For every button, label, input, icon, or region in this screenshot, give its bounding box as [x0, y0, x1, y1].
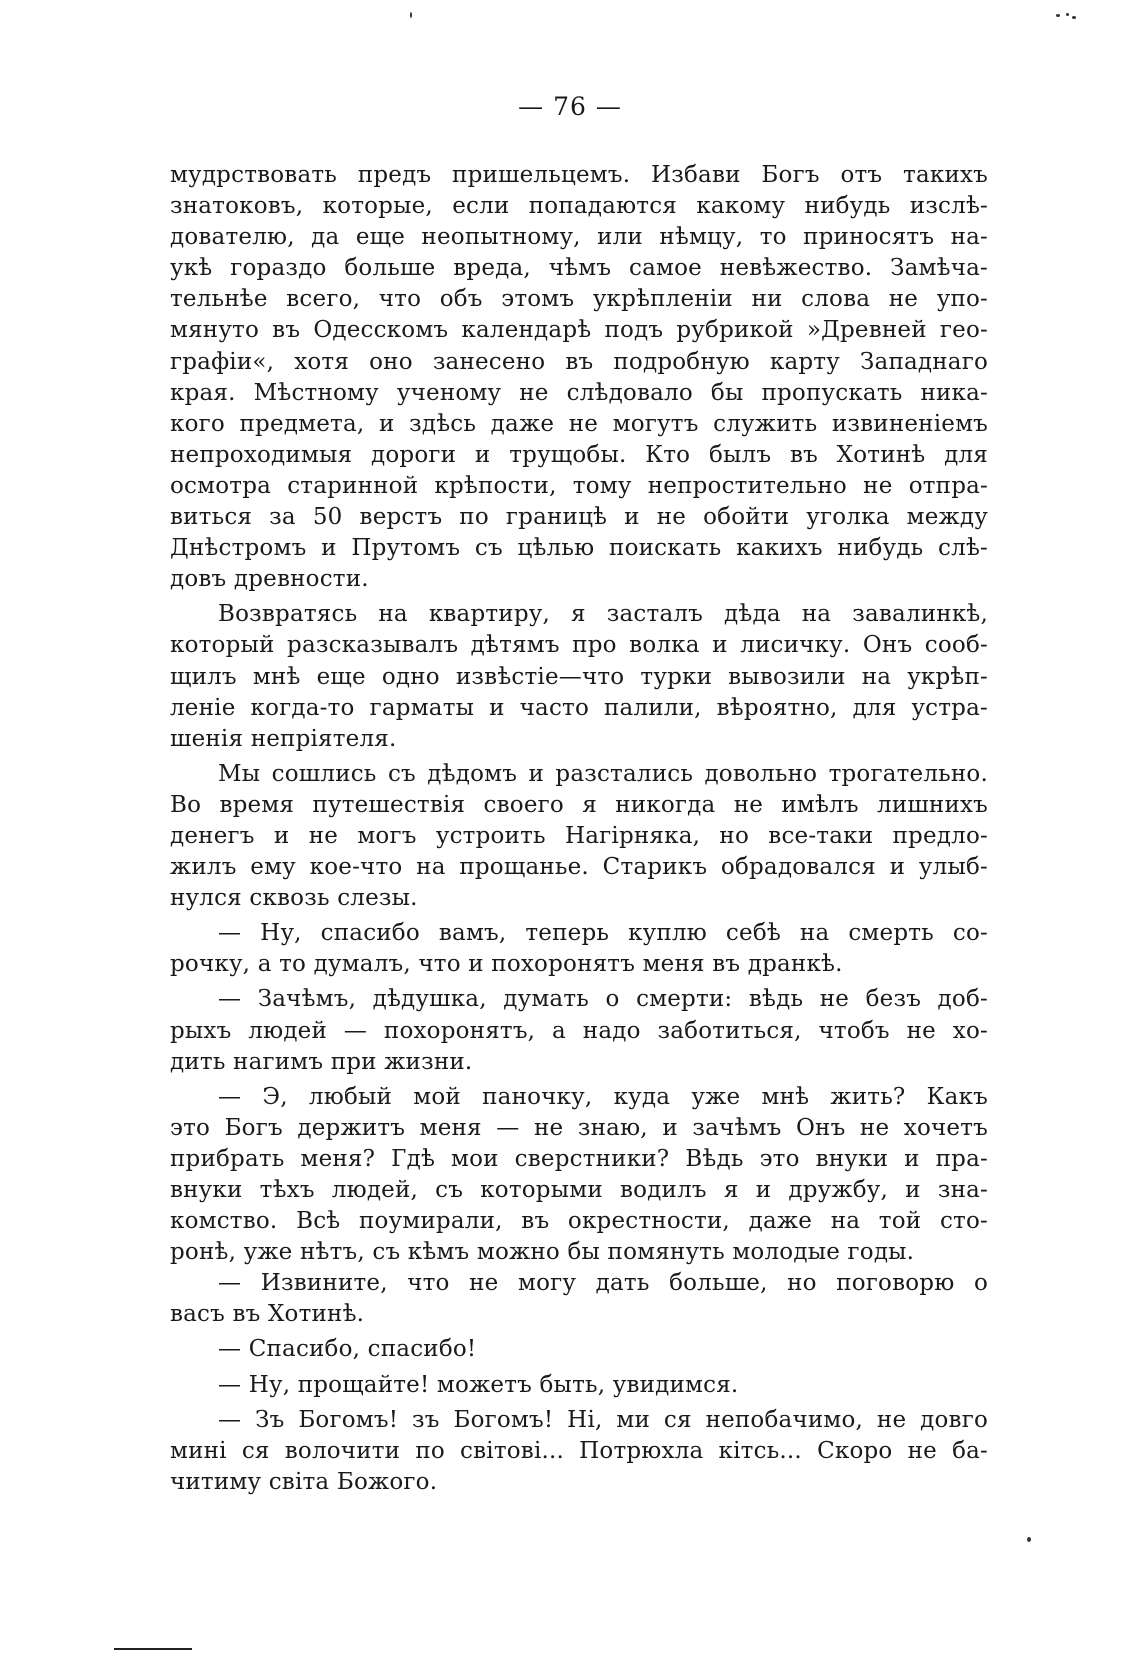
text-line: щилъ мнѣ еще одно извѣстіе—что турки вывозили на укрѣп-: [170, 663, 988, 690]
text-line: прибрать меня? Гдѣ мои сверстники? Вѣдь это внуки и пра-: [170, 1145, 988, 1172]
text-line: тельнѣе всего, что объ этомъ укрѣпленіи ни слова не упо-: [170, 286, 988, 313]
text-line: жилъ ему кое-что на прощанье. Старикъ обрадовался и улыб-: [170, 854, 988, 881]
text-line: непроходимыя дороги и трущобы. Кто былъ въ Хотинѣ для: [170, 441, 988, 468]
text-line: — Э, любый мой паночку, куда уже мнѣ жить? Какъ: [218, 1083, 988, 1110]
text-line: — Ну, спасибо вамъ, теперь куплю себѣ на смерть со-: [218, 920, 988, 947]
footer-rule: [114, 1648, 192, 1650]
body-text: [170, 160, 988, 1498]
text-line: это Богъ держитъ меня — не знаю, и зачѣмъ Онъ не хочетъ: [170, 1114, 988, 1141]
text-line: читиму світа Божого.: [170, 1468, 438, 1495]
text-line: — Извините, что не могу дать больше, но поговорю о: [218, 1270, 988, 1297]
ink-speck: [1066, 13, 1069, 16]
ink-speck: [1027, 1537, 1031, 1542]
ink-speck: [1072, 16, 1076, 19]
text-line: комство. Всѣ поумирали, въ окрестности, даже на той сто-: [170, 1208, 988, 1235]
text-line: — Зъ Богомъ! зъ Богомъ! Ні, ми ся непобачимо, не довго: [218, 1406, 988, 1433]
text-line: довъ древности.: [170, 566, 369, 593]
text-line: мянуто въ Одесскомъ календарѣ подъ рубрикой »Древней гео-: [170, 317, 988, 344]
text-line: шенія непріятеля.: [170, 725, 397, 752]
text-line: виться за 50 верстъ по границѣ и не обойти уголка между: [170, 504, 988, 531]
text-line: графіи«, хотя оно занесено въ подробную карту Западнаго: [170, 348, 988, 375]
ink-speck: [410, 12, 412, 18]
text-line: рочку, а то думалъ, что и похоронятъ меня въ дранкѣ.: [170, 951, 843, 978]
text-line: который разсказывалъ дѣтямъ про волка и лисичку. Онъ сооб-: [170, 632, 988, 659]
text-line: Возвратясь на квартиру, я засталъ дѣда на завалинкѣ,: [218, 601, 988, 628]
text-line: кого предмета, и здѣсь даже не могутъ служить извиненіемъ: [170, 410, 988, 437]
text-line: внуки тѣхъ людей, съ которыми водилъ я и дружбу, и зна-: [170, 1177, 988, 1203]
text-line: ронѣ, уже нѣтъ, съ кѣмъ можно бы помянуть молодые годы.: [170, 1239, 915, 1266]
page-number: — 76 —: [518, 92, 622, 121]
text-line: мудрствовать предъ пришельцемъ. Избави Богъ отъ такихъ: [170, 162, 988, 188]
text-line: знатоковъ, которые, если попадаются какому нибудь изслѣ-: [170, 193, 988, 220]
text-line: нулся сквозь слезы.: [170, 885, 418, 912]
text-line: дить нагимъ при жизни.: [170, 1048, 473, 1075]
ink-speck: [1056, 14, 1060, 17]
text-line: укѣ гораздо больше вреда, чѣмъ самое невѣжество. Замѣча-: [170, 255, 988, 282]
text-line: васъ въ Хотинѣ.: [170, 1301, 365, 1328]
text-line: рыхъ людей — похоронятъ, а надо заботиться, чтобъ не хо-: [170, 1017, 988, 1044]
text-line: Во время путешествія своего я никогда не имѣлъ лишнихъ: [170, 791, 988, 818]
text-line: денегъ и не могъ устроить Нагірняка, но все-таки предло-: [170, 822, 988, 849]
text-line: — Зачѣмъ, дѣдушка, думать о смерти: вѣдь не безъ доб-: [218, 986, 988, 1013]
text-line: Мы сошлись съ дѣдомъ и разстались довольно трогательно.: [218, 760, 988, 787]
text-line: леніе когда-то гарматы и часто палили, вѣроятно, для устра-: [170, 694, 988, 721]
text-line: мині ся волочити по світові... Потрюхла кітсь... Скоро не ба-: [170, 1437, 988, 1464]
text-line: Днѣстромъ и Прутомъ съ цѣлью поискать какихъ нибудь слѣ-: [170, 535, 988, 562]
text-line: — Спасибо, спасибо!: [218, 1336, 477, 1363]
text-line: осмотра старинной крѣпости, тому непростительно не отпра-: [170, 472, 988, 499]
text-line: — Ну, прощайте! можетъ быть, увидимся.: [218, 1371, 739, 1398]
text-line: края. Мѣстному ученому не слѣдовало бы пропускать ника-: [170, 379, 988, 406]
text-line: дователю, да еще неопытному, или нѣмцу, то приносятъ на-: [170, 224, 988, 251]
